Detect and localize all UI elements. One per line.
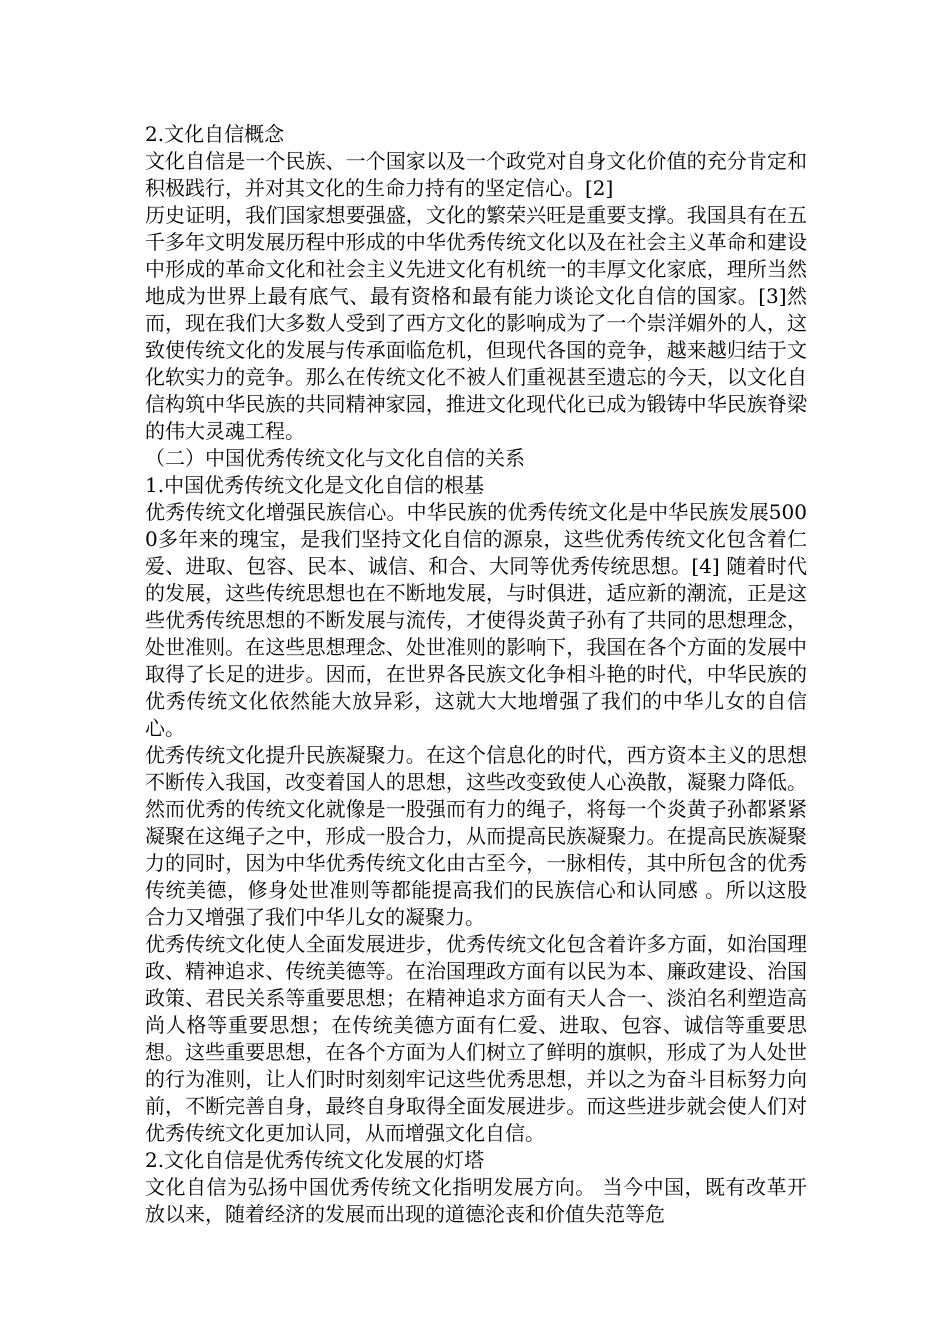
paragraph-national-confidence: 优秀传统文化增强民族信心。中华民族的优秀传统文化是中华民族发展5000多年来的瑰宝，是我们坚持文化自信的源泉，这些优秀传统文化包含着仁爱、进取、包容、民本、诚信、和合、大同等优秀传统思想。[4] 随着时代的发展，这些传统思想也在不断地发展，与时俱进，适应新的潮流，正是这些优秀传统思想的不断发展与流传，才使得炎黄子孙有了共同的思想理念，处世准则。在这些思想理念、处世准则的影响下，我国在各个方面的发展中取得了长足的进步。因而，在世界各民族文化争相斗艳的时代，中华民族的优秀传统文化依然能大放异彩，这就大大地增强了我们的中华儿女的自信心。: [145, 500, 807, 740]
paragraph-direction: 文化自信为弘扬中国优秀传统文化指明发展方向。 当今中国，既有改革开放以来，随着经济的发展而出现的道德沦丧和价值失范等危: [145, 1175, 807, 1226]
document-body: [145, 121, 807, 1228]
paragraph-all-round-development: 优秀传统文化使人全面发展进步，优秀传统文化包含着许多方面，如治国理政、精神追求、传统美德等。在治国理政方面有以民为本、廉政建设、治国政策、君民关系等重要思想；在精神追求方面有天人合一、淡泊名利塑造高尚人格等重要思想；在传统美德方面有仁爱、进取、包容、诚信等重要思想。这些重要思想，在各个方面为人们树立了鲜明的旗帜，形成了为人处世的行为准则，让人们时时刻刻牢记这些优秀思想，并以之为奋斗目标努力向前，不断完善自身，最终自身取得全面发展进步。而这些进步就会使人们对优秀传统文化更加认同，从而增强文化自信。: [145, 932, 807, 1145]
paragraph-history: 历史证明，我们国家想要强盛，文化的繁荣兴旺是重要支撑。我国具有在五千多年文明发展历程中形成的中华优秀传统文化以及在社会主义革命和建设中形成的革命文化和社会主义先进文化有机统一的丰厚文化家底，理所当然地成为世界上最有底气、最有资格和最有能力谈论文化自信的国家。[3]然而，现在我们大多数人受到了西方文化的影响成为了一个崇洋媚外的人，这致使传统文化的发展与传承面临危机，但现代各国的竞争，越来越归结于文化软实力的竞争。那么在传统文化不被人们重视甚至遗忘的今天，以文化自信构筑中华民族的共同精神家园，推进文化现代化已成为锻铸中华民族脊梁的伟大灵魂工程。: [145, 203, 807, 443]
section-heading-culture-confidence-concept: 2.文化自信概念: [145, 122, 285, 146]
subsection-heading-lighthouse: 2.文化自信是优秀传统文化发展的灯塔: [145, 1148, 485, 1172]
paragraph-cohesion: 优秀传统文化提升民族凝聚力。在这个信息化的时代，西方资本主义的思想不断传入我国，改变着国人的思想，这些改变致使人心涣散，凝聚力降低。然而优秀的传统文化就像是一股强而有力的绳子，将每一个炎黄子孙都紧紧凝聚在这绳子之中，形成一股合力，从而提高民族凝聚力。在提高民族凝聚力的同时，因为中华优秀传统文化由古至今，一脉相传，其中所包含的优秀传统美德，修身处世准则等都能提高我们的民族信心和认同感 。所以这股合力又增强了我们中华儿女的凝聚力。: [145, 743, 807, 929]
paragraph-definition: 文化自信是一个民族、一个国家以及一个政党对自身文化价值的充分肯定和积极践行，并对其文化的生命力持有的坚定信心。[2]: [145, 149, 807, 200]
section-heading-relationship: （二）中国优秀传统文化与文化自信的关系: [145, 446, 525, 470]
subsection-heading-foundation: 1.中国优秀传统文化是文化自信的根基: [145, 473, 485, 497]
